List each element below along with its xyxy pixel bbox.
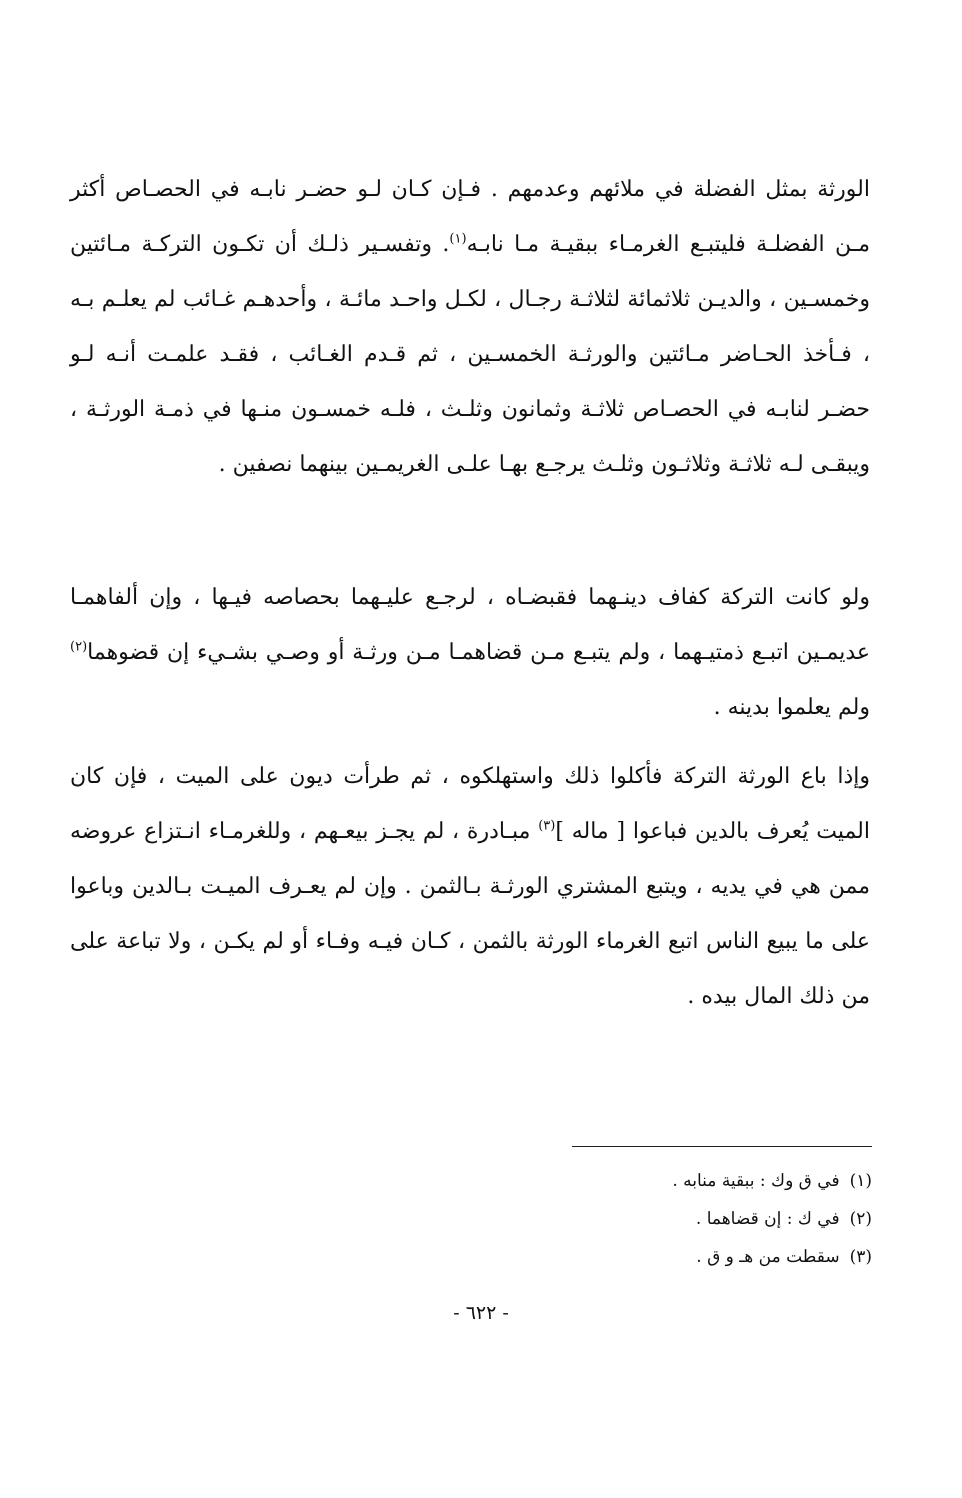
paragraph-2-text-b: ولم يعلموا بدينه . (713, 695, 870, 720)
footnote-1 (300, 1162, 872, 1200)
page-number: - ٦٢٢ - (453, 1302, 509, 1324)
footnote-2-number: (٢) (849, 1209, 872, 1229)
paragraph-1 (70, 162, 870, 492)
footnote-1-text: في ق وك : ببقية منابه . (672, 1171, 840, 1191)
paragraph-1-text-a: الورثة بمثل الفضلة في ملائهم وعدمهم . فـإن كـان لـو حضـر نابـه في الحصـاص أكثر مـن الفضلـة فليتبـع الغرمـاء ببقيـة مـا نابـه (70, 177, 871, 257)
footnote-1-number: (١) (849, 1171, 872, 1191)
footnote-2 (300, 1200, 872, 1238)
footnote-divider (572, 1146, 872, 1147)
footnote-ref-3: (٣) (538, 818, 556, 834)
paragraph-2 (70, 570, 870, 735)
paragraph-1-text-b: . وتفسـير ذلـك أن تكـون التركـة مـائتين وخمسـين ، والديـن ثلاثمائة لثلاثـة رجـال ، لكـل واحـد مائـة ، وأحدهـم غـائب لم يعلـم بـه ، فـأخذ الحـاضر مـائتين والورثـة الخمسـين ، ثم قـدم الغـائب ، فقـد علمـت أنـه لـو حضـر لنابـه في الحصـاص ثلاثـة وثمانون وثلـث ، فلـه خمسـون منـها في ذمـة الورثـة ، ويبقـى لـه ثلاثـة وثلاثـون وثلـث يرجـع بهـا علـى الغريمـين بينهما نصفين . (70, 232, 870, 477)
footnotes (300, 1162, 872, 1276)
footnote-ref-1: (١) (449, 231, 467, 247)
paragraph-3-text-b: مبـادرة ، لم يجـز بيعـهم ، وللغرمـاء انـتزاع عروضه ممن هي في يديه ، ويتبع المشتري الورثـة بـالثمن . وإن لم يعـرف الميـت بـالدين وباعوا على ما يبيع الناس اتبع الغرماء الورثة بالثمن ، كـان فيـه وفـاء أو لم يكـن ، ولا تباعة على من ذلك المال بيده . (70, 819, 870, 1009)
paragraph-2-text-a: ولو كانت التركة كفاف دينـهما فقبضـاه ، لرجـع عليـهما بحصاصه فيـها ، وإن ألفاهمـا عديمـين اتبـع ذمتيـهما ، ولم يتبـع مـن قضاهمـا مـن ورثـة أو وصـي بشـيء إن قضوهما (70, 585, 870, 665)
paragraph-3 (70, 749, 870, 1024)
paragraph-3-text-a: وإذا باع الورثة التركة فأكلوا ذلك واستهلكوه ، ثم طرأت ديون على الميت ، فإن كان الميت يُعرف بالدين فباعوا [ ماله ] (70, 764, 870, 844)
footnote-2-text: في ك : إن قضاهما . (695, 1209, 840, 1229)
footnote-3-text: سقطت من هـ و ق . (696, 1247, 840, 1267)
footnote-3 (300, 1238, 872, 1276)
footnote-ref-2: (٢) (70, 639, 88, 655)
footnote-3-number: (٣) (849, 1247, 872, 1267)
